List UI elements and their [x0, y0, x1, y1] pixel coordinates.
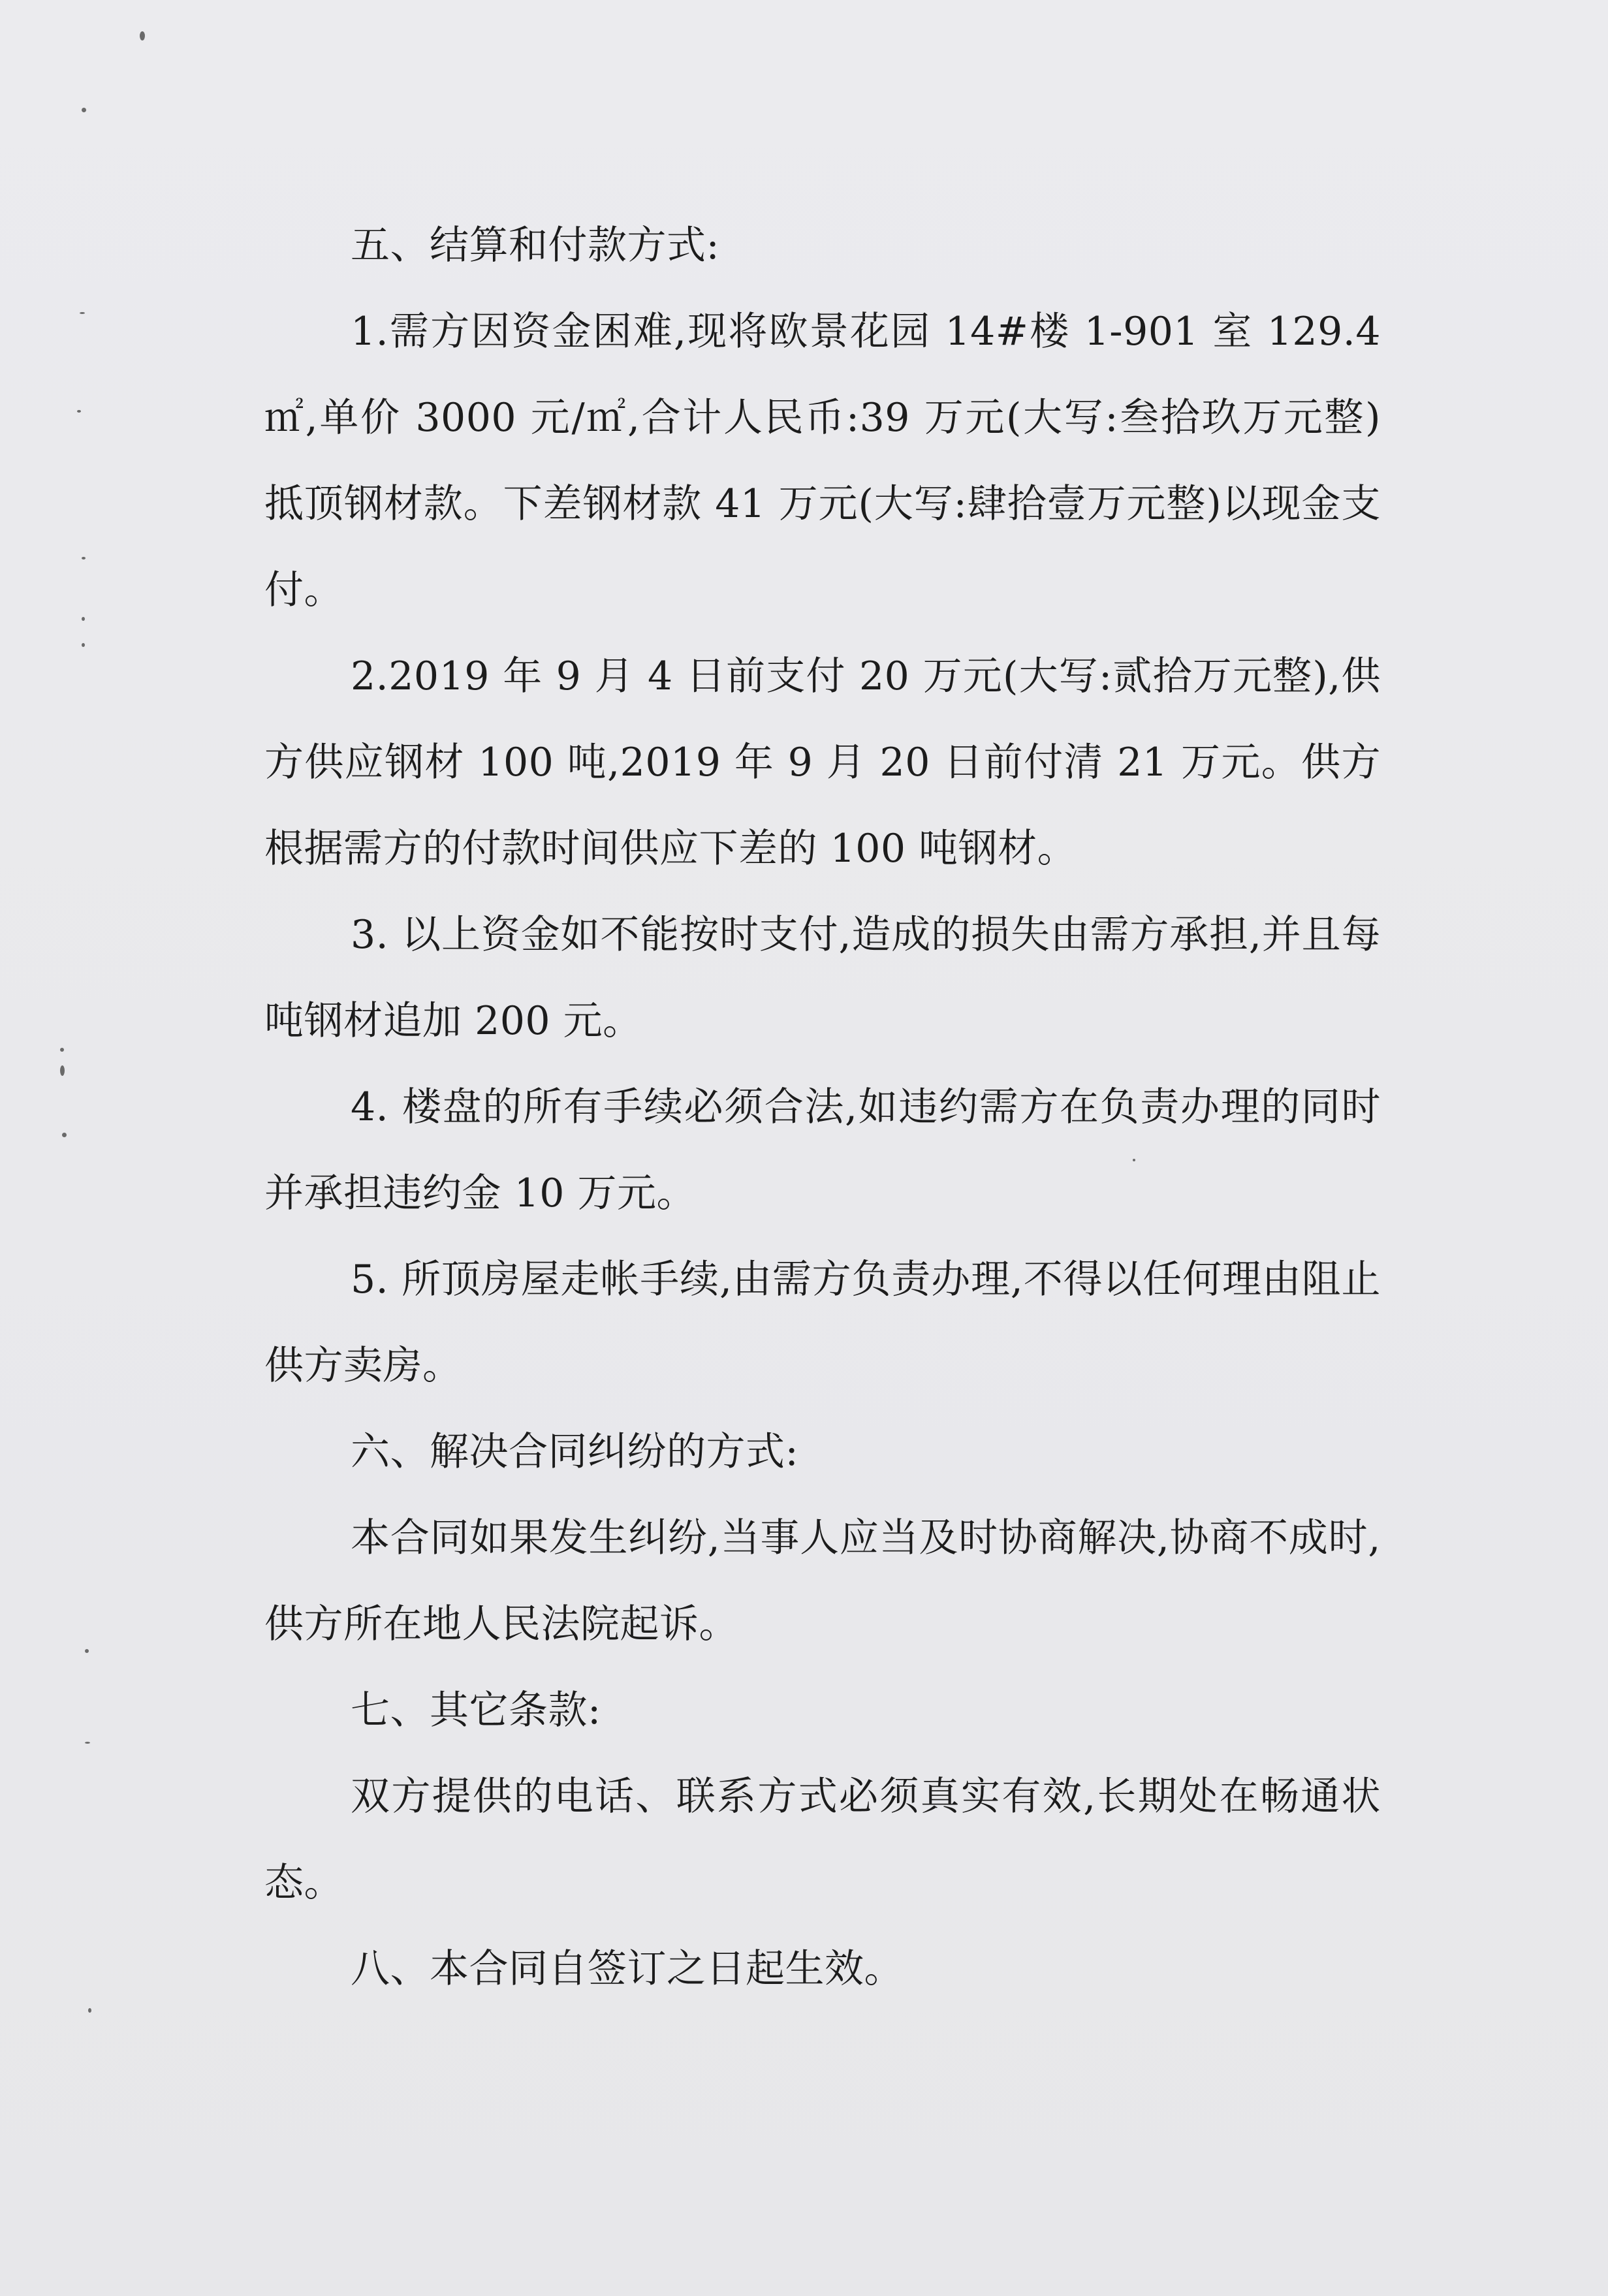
clause-5-property-transfer: 5. 所顶房屋走帐手续,由需方负责办理,不得以任何理由阻止供方卖房。: [264, 1257, 1381, 1389]
scan-speck: [82, 643, 85, 647]
section-heading-other-terms: 七、其它条款:: [351, 1688, 601, 1733]
scan-speck: [60, 1065, 65, 1076]
scan-speck: [62, 1133, 67, 1137]
scan-speck: [140, 31, 145, 40]
clause-contact-info: 双方提供的电话、联系方式必须真实有效,长期处在畅通状态。: [264, 1774, 1381, 1906]
scan-speck: [82, 108, 86, 112]
scan-speck: [85, 1742, 90, 1744]
scan-speck: [82, 617, 85, 621]
clause-3-late-payment: 3. 以上资金如不能按时支付,造成的损失由需方承担,并且每吨钢材追加 200 元。: [264, 912, 1381, 1044]
section-heading-disputes: 六、解决合同纠纷的方式:: [351, 1429, 799, 1475]
section-heading-effective: 八、本合同自签订之日起生效。: [351, 1946, 904, 1992]
scan-speck: [80, 312, 85, 314]
scan-speck: [60, 1048, 64, 1052]
clause-dispute-resolution: 本合同如果发生纠纷,当事人应当及时协商解决,协商不成时,供方所在地人民法院起诉。: [264, 1515, 1381, 1647]
section-heading-settlement: 五、结算和付款方式:: [351, 223, 720, 268]
scan-speck: [88, 2008, 91, 2013]
contract-body: [264, 202, 1381, 2012]
clause-4-legal-procedures: 4. 楼盘的所有手续必须合法,如违约需方在负责办理的同时并承担违约金 10 万元。: [264, 1084, 1381, 1216]
scan-speck: [77, 410, 81, 413]
scan-speck: [82, 557, 86, 559]
clause-2-payment-schedule: 2.2019 年 9 月 4 日前支付 20 万元(大写:贰拾万元整),供方供应钢材 100 吨,2019 年 9 月 20 日前付清 21 万元。供方根据需方的付款时间供应下差的 100 吨钢材。: [264, 653, 1381, 872]
scan-speck: [85, 1649, 89, 1653]
clause-1-property-offset: 1.需方因资金困难,现将欧景花园 14#楼 1-901 室 129.4 ㎡,单价 3000 元/㎡,合计人民币:39 万元(大写:叁拾玖万元整)抵顶钢材款。下差钢材款 41 万元(大写:肆拾壹万元整)以现金支付。: [264, 309, 1381, 613]
